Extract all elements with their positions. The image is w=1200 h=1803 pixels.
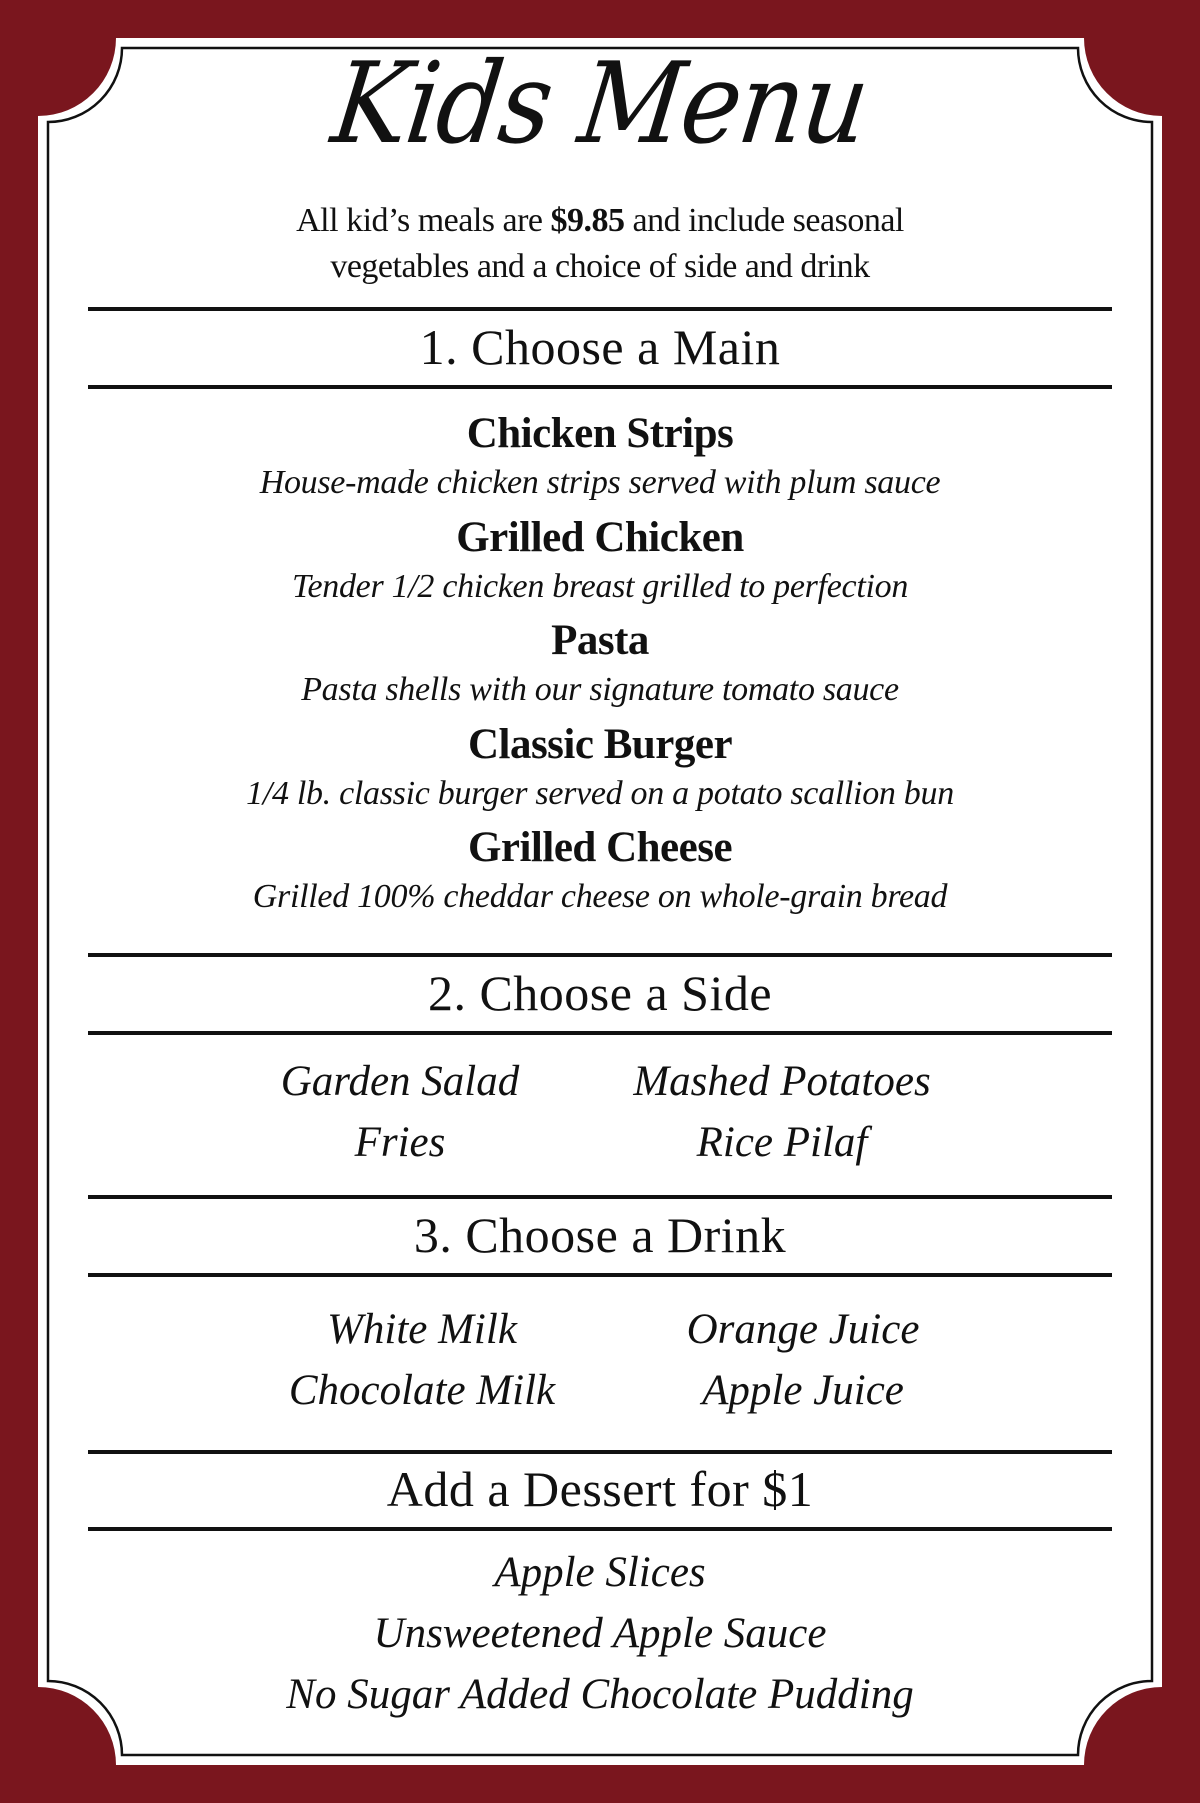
main-item-desc: Pasta shells with our signature tomato sauce — [301, 671, 899, 708]
divider — [88, 1450, 1112, 1454]
intro-line-1: All kid’s meals are $9.85 and include seasonal — [296, 202, 904, 239]
main-item-name: Pasta — [551, 617, 649, 664]
dessert-option: Unsweetened Apple Sauce — [373, 1610, 827, 1657]
drink-option: White Milk — [327, 1306, 517, 1353]
section-title-drink: 3. Choose a Drink — [413, 1207, 787, 1263]
side-option: Mashed Potatoes — [633, 1058, 931, 1105]
side-option: Rice Pilaf — [696, 1119, 868, 1166]
divider — [88, 1527, 1112, 1531]
main-item-name: Classic Burger — [467, 720, 733, 768]
divider — [88, 1195, 1112, 1199]
dessert-options — [0, 1547, 1200, 1730]
main-item — [0, 822, 1200, 926]
main-item — [0, 512, 1200, 616]
divider — [88, 385, 1112, 389]
section-title-dessert: Add a Dessert for $1 — [386, 1461, 814, 1517]
menu-title: Kids Menu — [325, 39, 875, 169]
section-title-main: 1. Choose a Main — [419, 319, 781, 375]
main-item — [0, 719, 1200, 823]
divider — [88, 1031, 1112, 1035]
menu-intro — [0, 198, 1200, 290]
main-item-desc: Tender 1/2 chicken breast grilled to perfection — [291, 567, 909, 605]
divider — [88, 307, 1112, 311]
side-option: Garden Salad — [280, 1058, 520, 1105]
divider — [88, 953, 1112, 957]
main-item-desc: Grilled 100% cheddar cheese on whole-grain bread — [252, 878, 948, 915]
main-item-desc: 1/4 lb. classic burger served on a potato scallion bun — [246, 774, 954, 812]
main-item-name: Grilled Cheese — [467, 824, 733, 871]
drink-option: Orange Juice — [686, 1306, 920, 1353]
main-item-name: Grilled Chicken — [456, 513, 744, 561]
meal-price: $9.85 — [550, 202, 625, 239]
dessert-option: No Sugar Added Chocolate Pudding — [286, 1671, 914, 1718]
dessert-option: Apple Slices — [494, 1549, 706, 1596]
drink-option: Apple Juice — [702, 1367, 904, 1414]
main-item-name: Chicken Strips — [466, 410, 734, 457]
main-item — [0, 615, 1200, 719]
drink-option: Chocolate Milk — [288, 1367, 556, 1414]
main-item-desc: House-made chicken strips served with plum sauce — [259, 464, 941, 501]
side-option: Fries — [354, 1119, 446, 1166]
divider — [88, 1273, 1112, 1277]
main-item — [0, 408, 1200, 512]
main-list — [0, 408, 1200, 926]
section-title-side: 2. Choose a Side — [427, 965, 773, 1021]
intro-line-2: vegetables and a choice of side and drink — [330, 248, 870, 285]
